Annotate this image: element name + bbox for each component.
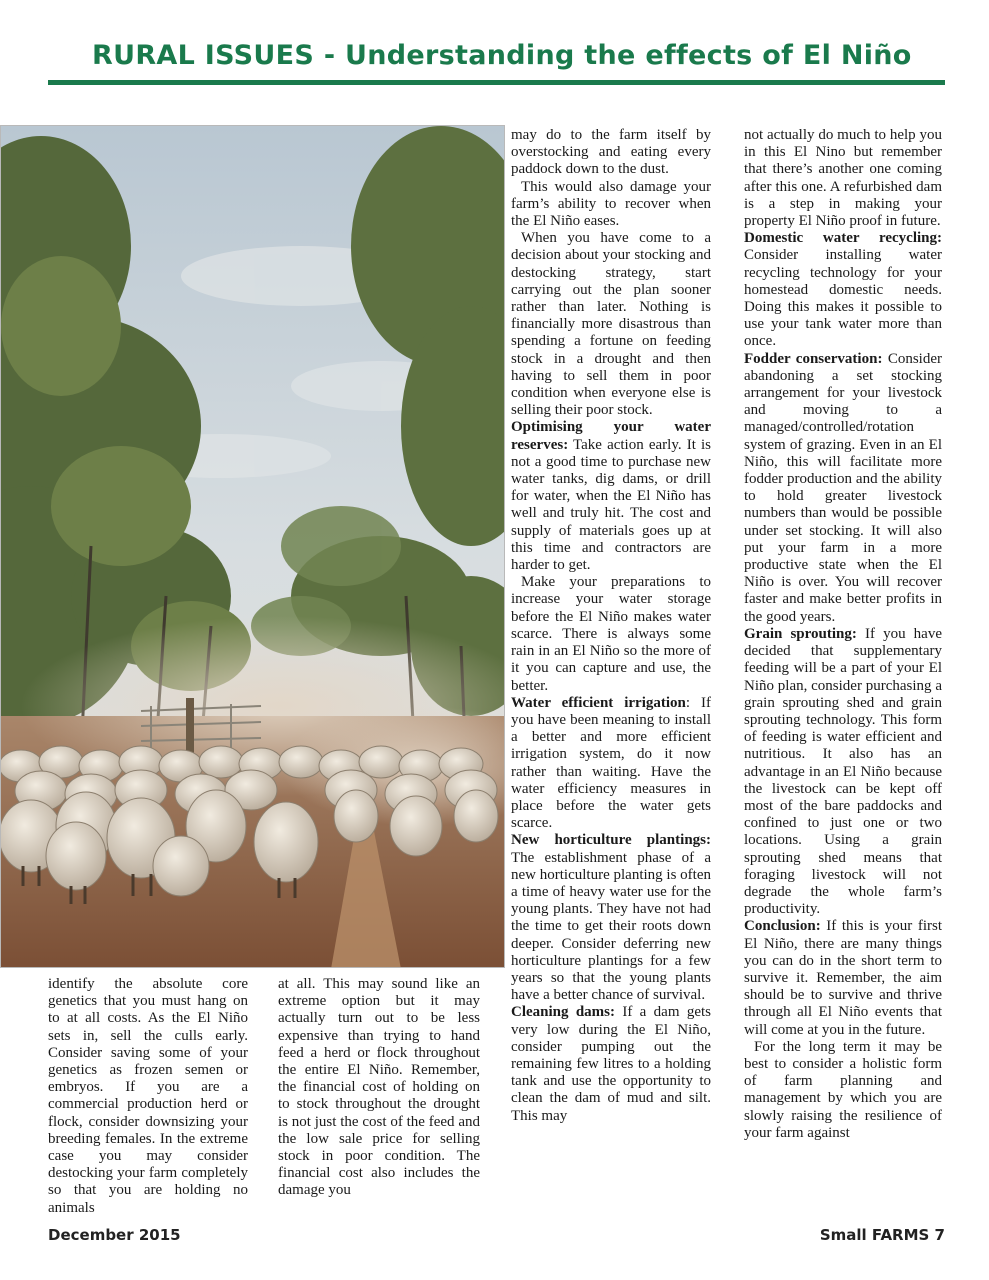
paragraph-text: This would also damage your farm’s ability to recover when the El Niño eases. (511, 178, 711, 230)
paragraph-text: may do to the farm itself by overstocking and eating every paddock down to the dust. (511, 127, 711, 178)
article-column-1 (48, 976, 248, 1224)
article-column-4 (744, 127, 942, 1224)
paragraph-text: When you have come to a decision about your stocking and destocking strategy, start carrying out the plan sooner rather than later. Nothing is financially more disastrous than spending a fortune on feeding stock in a drought and then having to sell them in poor condition when everyone else is selling their poor stock. (511, 230, 711, 419)
paragraph (744, 351, 942, 626)
paragraph (744, 626, 942, 918)
article-column-2 (278, 976, 480, 1224)
paragraph-text: identify the absolute core genetics that you must hang on to at all costs. As the El Niño sets in, sell the culls early. Consider saving some of your genetics as frozen semen or embryos. If you are a commercial production herd or flock, consider downsizing your breeding females. In the extreme case you may consider destocking your farm completely so that you are holding no animals (48, 976, 248, 1216)
paragraph (744, 127, 942, 230)
paragraph-text: If a dam gets very low during the El Niño, consider pumping out the remaining few litres to a holding tank and use the opportunity to clean the dam of mud and silt. This may (511, 1004, 711, 1124)
paragraph (511, 1004, 711, 1124)
paragraph-text: The establishment phase of a new horticulture planting is often a time of heavy water use for the young plants. They have not had the time to get their roots down deeper. Consider deferring new horticulture plantings for a few years so that the young plants have a better chance of survival. (511, 849, 711, 1004)
page-title: RURAL ISSUES - Understanding the effects of El Niño (92, 40, 912, 71)
paragraph (511, 419, 711, 574)
paragraph (511, 179, 711, 231)
paragraph (511, 127, 711, 179)
section-heading: Cleaning dams: (511, 1004, 616, 1021)
section-heading: Optimising your water reserves: (511, 419, 711, 453)
paragraph-text: If this is your first El Niño, there are many things you can do in the short term to survive it. Remember, the aim should be to survive and thrive through all El Niño events that will come at you in the future. (744, 918, 942, 1038)
paragraph-text: Make your preparations to increase your water storage before the El Niño makes water scarce. There is always some rain in an El Niño so the more of it you can capture and use, the better. (511, 574, 711, 694)
article-column-3 (511, 127, 711, 1224)
page-number: Small FARMS 7 (819, 1226, 945, 1244)
section-heading: Fodder conservation: (744, 350, 883, 367)
paragraph (511, 695, 711, 833)
sheep-photo-icon (1, 126, 505, 968)
issue-date: December 2015 (48, 1226, 181, 1244)
paragraph (511, 574, 711, 694)
paragraph (278, 976, 480, 1200)
paragraph (744, 918, 942, 1038)
paragraph-text: Consider abandoning a set stocking arrangement for your livestock and moving to a managed/controlled/rotation system of grazing. Even in an El Niño, this will facilitate more fodder production and the ability to hold greater livestock numbers than would be possible under set stocking. It will also put your farm in a more productive state when the El Niño is over. You will recover faster and make better profits in the good years. (744, 350, 942, 625)
paragraph-text: If you have decided that supplementary feeding will be a part of your El Niño plan, consider purchasing a grain sprouting shed and grain sprouting technology. This form of feeding is water efficient and nutritious. It also has an advantage in an El Niño because the livestock can be kept off most of the bare paddocks and confined to just one or two locations. Using a grain sprouting shed means that foraging livestock will not degrade the whole farm’s productivity. (744, 625, 942, 918)
paragraph-text: For the long term it may be best to consider a holistic form of farm planning and management by which you are slowly raising the resilience of your farm against (744, 1038, 942, 1141)
header-rule (48, 80, 945, 85)
article-photo (0, 125, 505, 968)
paragraph-text: at all. This may sound like an extreme option but it may actually turn out to be less expensive than trying to hand feed a herd or flock throughout the entire El Niño. Remember, the financial cost of holding on to stock throughout the drought is not just the cost of the feed and the low sale price for selling stock in poor condition. The financial cost also includes the damage you (278, 976, 480, 1199)
section-heading: Grain sprouting: (744, 625, 857, 642)
paragraph-text: Take action early. It is not a good time to purchase new water tanks, dig dams, or drill for water, when the El Niño has well and truly hit. The cost and supply of materials goes up at this time and contractors are harder to get. (511, 436, 711, 574)
paragraph (48, 976, 248, 1217)
paragraph (744, 1039, 942, 1142)
paragraph (511, 832, 711, 1004)
section-heading: Domestic water recycling: (744, 230, 942, 247)
section-heading: Water efficient irrigation (511, 694, 686, 711)
section-heading: New horticulture plantings: (511, 832, 711, 849)
paragraph (744, 230, 942, 350)
section-heading: Conclusion: (744, 918, 821, 935)
paragraph-text: : If you have been meaning to install a better and more efficient irrigation system, do it now rather than waiting. Have the water efficiency measures in place before the water gets scarce. (511, 694, 711, 832)
paragraph-text: not actually do much to help you in this El Nino but remember that there’s another one coming after this one. A refurbished dam is a step in making your property El Niño proof in future. (744, 127, 942, 230)
paragraph-text: Consider installing water recycling technology for your homestead domestic needs. Doing this makes it possible to use your tank water more than once. (744, 247, 942, 350)
paragraph (511, 230, 711, 419)
